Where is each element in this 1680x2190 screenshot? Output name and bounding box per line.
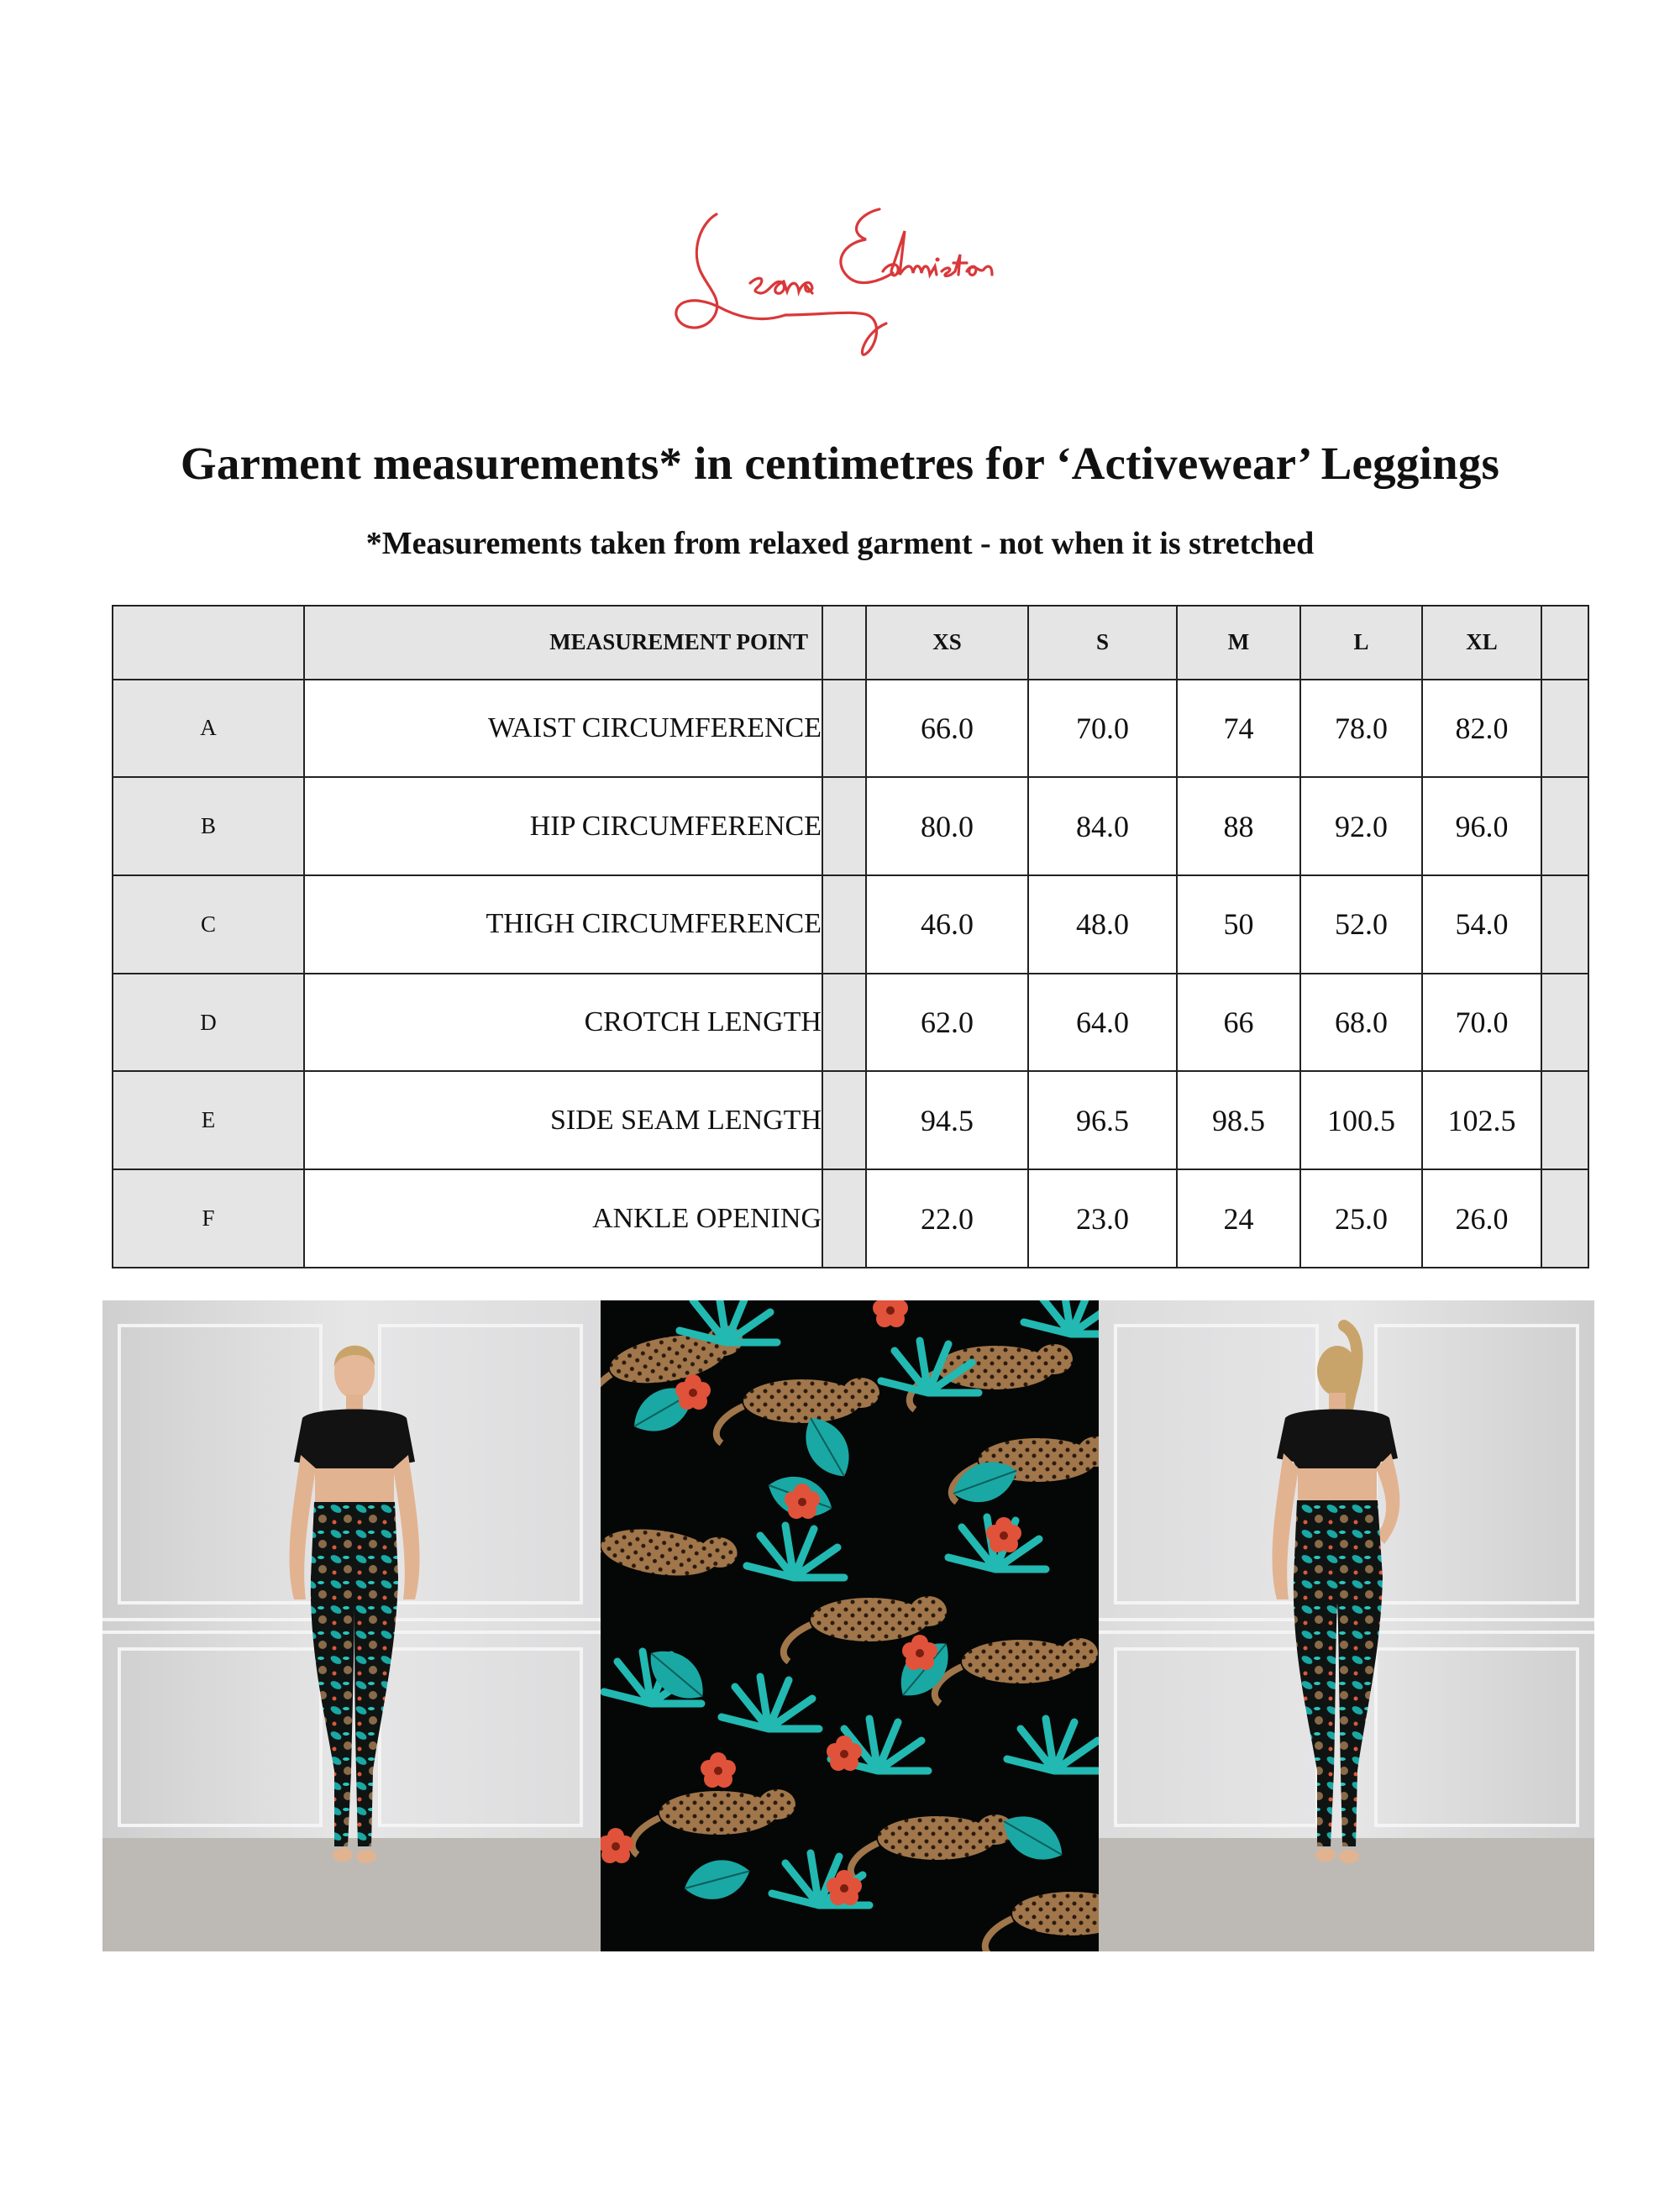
row-end-cell bbox=[1541, 1169, 1588, 1268]
row-gap-cell bbox=[822, 974, 866, 1072]
value-s: 64.0 bbox=[1028, 974, 1177, 1072]
table-header-row bbox=[113, 606, 1588, 680]
header-end-cell bbox=[1541, 606, 1588, 680]
table-row bbox=[113, 1071, 1588, 1169]
value-s: 70.0 bbox=[1028, 680, 1177, 778]
leona-edmiston-logo bbox=[668, 189, 1012, 370]
row-gap-cell bbox=[822, 1169, 866, 1268]
row-end-cell bbox=[1541, 1071, 1588, 1169]
row-letter: A bbox=[113, 680, 304, 778]
row-letter: E bbox=[113, 1071, 304, 1169]
table-row bbox=[113, 777, 1588, 875]
value-l: 68.0 bbox=[1300, 974, 1422, 1072]
value-xl: 82.0 bbox=[1422, 680, 1541, 778]
header-size-m: M bbox=[1177, 606, 1300, 680]
table-row bbox=[113, 680, 1588, 778]
value-xl: 70.0 bbox=[1422, 974, 1541, 1072]
value-m: 50 bbox=[1177, 875, 1300, 974]
row-end-cell bbox=[1541, 974, 1588, 1072]
row-letter: D bbox=[113, 974, 304, 1072]
header-measurement-point: MEASUREMENT POINT bbox=[304, 606, 822, 680]
model-back-photo bbox=[1099, 1300, 1594, 1951]
value-xl: 102.5 bbox=[1422, 1071, 1541, 1169]
row-gap-cell bbox=[822, 777, 866, 875]
value-l: 92.0 bbox=[1300, 777, 1422, 875]
row-end-cell bbox=[1541, 875, 1588, 974]
header-gap-cell bbox=[822, 606, 866, 680]
header-size-l: L bbox=[1300, 606, 1422, 680]
value-l: 100.5 bbox=[1300, 1071, 1422, 1169]
table-row bbox=[113, 1169, 1588, 1268]
page-title: Garment measurements* in centimetres for ‘Activewear’ Leggings bbox=[180, 438, 1500, 489]
value-m: 24 bbox=[1177, 1169, 1300, 1268]
header-size-xs: XS bbox=[866, 606, 1028, 680]
value-xs: 94.5 bbox=[866, 1071, 1028, 1169]
row-measurement-point: HIP CIRCUMFERENCE bbox=[304, 777, 822, 875]
value-s: 84.0 bbox=[1028, 777, 1177, 875]
value-s: 23.0 bbox=[1028, 1169, 1177, 1268]
value-xl: 96.0 bbox=[1422, 777, 1541, 875]
row-gap-cell bbox=[822, 680, 866, 778]
row-letter: C bbox=[113, 875, 304, 974]
header-size-s: S bbox=[1028, 606, 1177, 680]
measurement-note: *Measurements taken from relaxed garment - not when it is stretched bbox=[365, 526, 1315, 561]
value-xs: 22.0 bbox=[866, 1169, 1028, 1268]
row-letter: B bbox=[113, 777, 304, 875]
value-xl: 54.0 bbox=[1422, 875, 1541, 974]
row-end-cell bbox=[1541, 777, 1588, 875]
value-l: 52.0 bbox=[1300, 875, 1422, 974]
header-size-xl: XL bbox=[1422, 606, 1541, 680]
value-m: 88 bbox=[1177, 777, 1300, 875]
value-xs: 46.0 bbox=[866, 875, 1028, 974]
header-letter-cell bbox=[113, 606, 304, 680]
value-m: 74 bbox=[1177, 680, 1300, 778]
row-measurement-point: THIGH CIRCUMFERENCE bbox=[304, 875, 822, 974]
table-row bbox=[113, 974, 1588, 1072]
size-chart-table bbox=[112, 605, 1589, 1268]
value-xs: 62.0 bbox=[866, 974, 1028, 1072]
jungle-leopard-print-swatch bbox=[601, 1300, 1099, 1951]
row-gap-cell bbox=[822, 875, 866, 974]
value-xl: 26.0 bbox=[1422, 1169, 1541, 1268]
value-m: 66 bbox=[1177, 974, 1300, 1072]
row-end-cell bbox=[1541, 680, 1588, 778]
model-front-photo bbox=[102, 1300, 601, 1951]
value-l: 78.0 bbox=[1300, 680, 1422, 778]
value-l: 25.0 bbox=[1300, 1169, 1422, 1268]
row-gap-cell bbox=[822, 1071, 866, 1169]
table-row bbox=[113, 875, 1588, 974]
value-s: 96.5 bbox=[1028, 1071, 1177, 1169]
value-s: 48.0 bbox=[1028, 875, 1177, 974]
row-measurement-point: ANKLE OPENING bbox=[304, 1169, 822, 1268]
row-measurement-point: CROTCH LENGTH bbox=[304, 974, 822, 1072]
row-letter: F bbox=[113, 1169, 304, 1268]
row-measurement-point: WAIST CIRCUMFERENCE bbox=[304, 680, 822, 778]
row-measurement-point: SIDE SEAM LENGTH bbox=[304, 1071, 822, 1169]
value-xs: 66.0 bbox=[866, 680, 1028, 778]
value-m: 98.5 bbox=[1177, 1071, 1300, 1169]
value-xs: 80.0 bbox=[866, 777, 1028, 875]
